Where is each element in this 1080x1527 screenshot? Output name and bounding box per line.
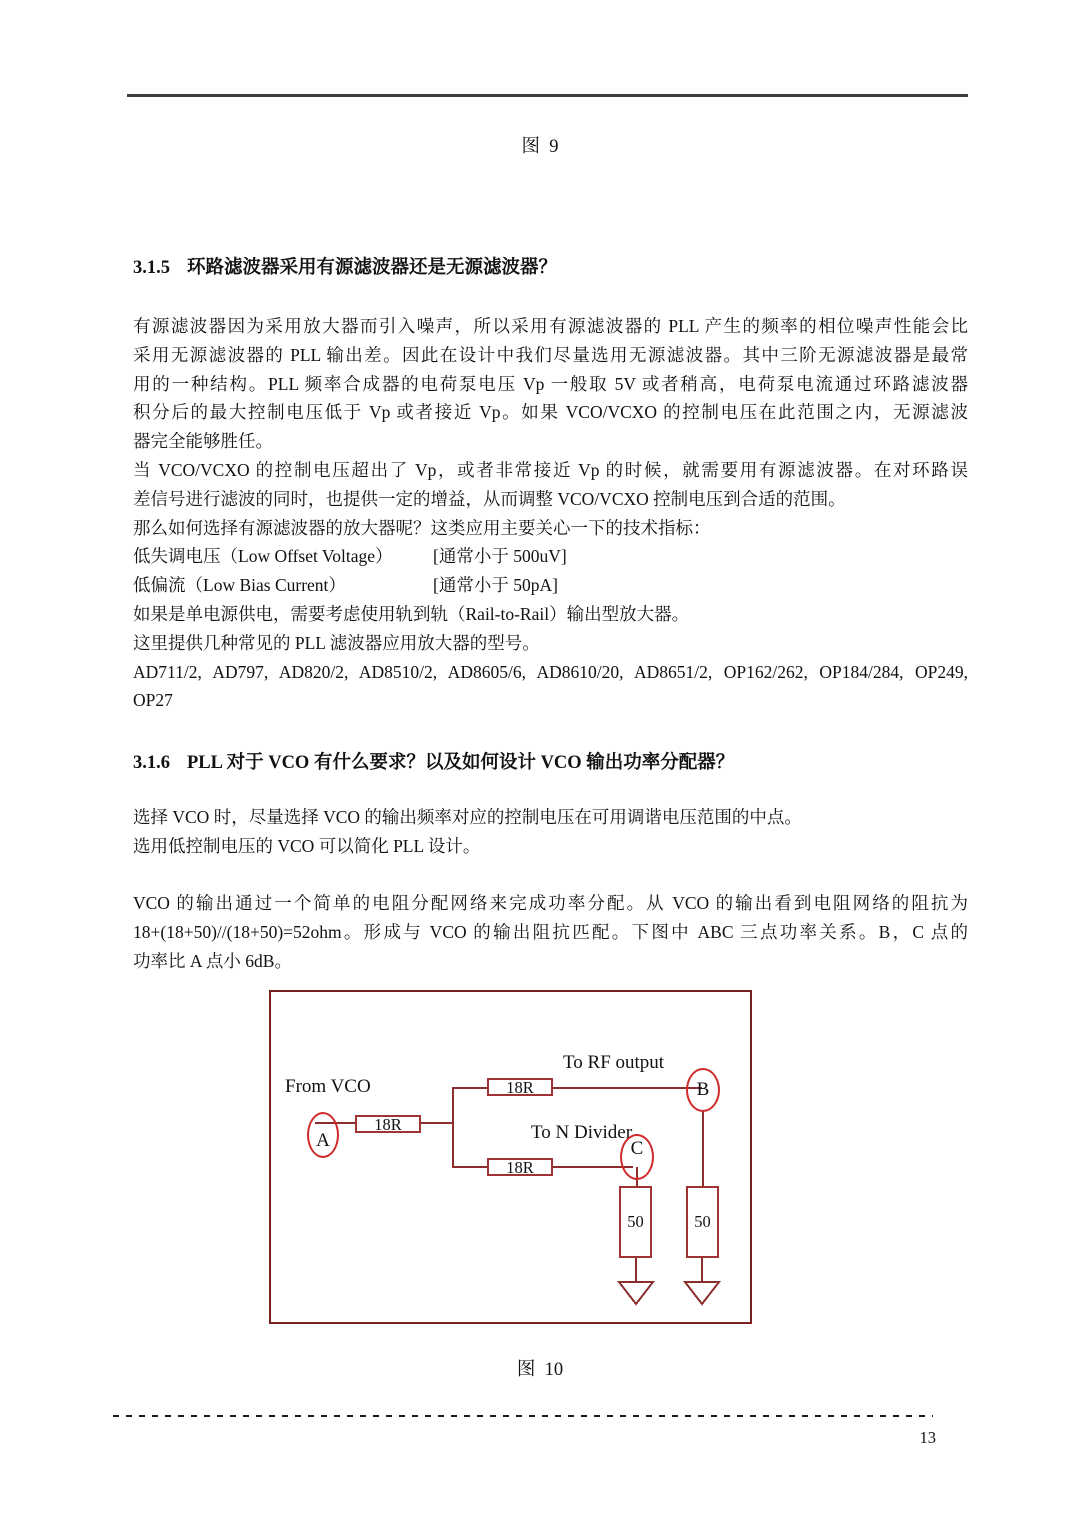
section-number: 3.1.5	[133, 258, 170, 278]
paragraph-line: 18+(18+50)//(18+50)=52ohm。形成与 VCO 的输出阻抗匹配。下图中 ABC 三点功率关系。B，C 点的	[133, 922, 968, 943]
node-b-label: B	[696, 1079, 710, 1100]
section-number: 3.1.6	[133, 753, 170, 773]
circuit-wires	[271, 992, 750, 1322]
resistor-18r-bottom: 18R	[487, 1158, 553, 1176]
section-3-1-5-heading	[133, 253, 968, 279]
figure-9-caption: 图 9	[521, 137, 559, 157]
spec-row	[133, 542, 968, 571]
section-title: 环路滤波器采用有源滤波器还是无源滤波器？	[187, 258, 558, 278]
resistor-18r-input: 18R	[355, 1115, 421, 1133]
spec-row	[133, 571, 968, 600]
top-rule	[127, 94, 968, 97]
paragraph-line: 功率比 A 点小 6dB。	[133, 950, 292, 971]
spec-label: 低失调电压（Low Offset Voltage）	[133, 546, 393, 567]
load-resistor-50-left: 50	[619, 1186, 652, 1258]
paragraph-line: VCO 的输出通过一个简单的电阻分配网络来完成功率分配。从 VCO 的输出看到电阻网络的阻抗为	[133, 893, 968, 914]
paragraph-line: AD711/2, AD797, AD820/2, AD8510/2, AD8605/6, AD8610/20, AD8651/2, OP162/262, OP184/284, OP249,	[133, 661, 968, 682]
paragraph-line: 用的一种结构。PLL 频率合成器的电荷泵电压 Vp 一般取 5V 或者稍高，电荷泵电流通过环路滤波器	[133, 373, 968, 394]
section-3-1-6-body	[133, 803, 968, 976]
blank-line	[133, 861, 968, 890]
resistor-18r-top: 18R	[487, 1078, 553, 1096]
to-rf-output-label: To RF output	[563, 1052, 665, 1073]
paragraph-line: 当 VCO/VCXO 的控制电压超出了 Vp，或者非常接近 Vp 的时候，就需要用有源滤波器。在对环路误	[133, 459, 968, 480]
section-title: PLL 对于 VCO 有什么要求？以及如何设计 VCO 输出功率分配器？	[187, 753, 735, 773]
spec-label: 低偏流（Low Bias Current）	[133, 575, 346, 596]
paragraph-line: 有源滤波器因为采用放大器而引入噪声，所以采用有源滤波器的 PLL 产生的频率的相位噪声性能会比	[133, 316, 968, 336]
paragraph-line: 那么如何选择有源滤波器的放大器呢？这类应用主要关心一下的技术指标：	[133, 517, 711, 538]
paragraph-line: 如果是单电源供电，需要考虑使用轨到轨（Rail-to-Rail）输出型放大器。	[133, 603, 690, 624]
load-resistor-50-right: 50	[686, 1186, 719, 1258]
ground-icon	[619, 1282, 653, 1304]
paragraph-line: 采用无源滤波器的 PLL 输出差。因此在设计中我们尽量选用无源滤波器。其中三阶无源滤波器是最常	[133, 344, 968, 365]
from-vco-label: From VCO	[285, 1076, 371, 1097]
node-c-label: C	[630, 1138, 644, 1159]
footer-dashed-divider	[113, 1415, 933, 1417]
paragraph-line: 选择 VCO 时，尽量选择 VCO 的输出频率对应的控制电压在可用调谐电压范围的中点。	[133, 807, 802, 827]
paragraph-line: 选用低控制电压的 VCO 可以简化 PLL 设计。	[133, 835, 481, 856]
paragraph-line: 这里提供几种常见的 PLL 滤波器应用放大器的型号。	[133, 632, 540, 653]
figure-10-caption: 图 10	[516, 1360, 564, 1380]
section-3-1-6-heading	[133, 748, 968, 774]
paragraph-line: 差信号进行滤波的同时，也提供一定的增益，从而调整 VCO/VCXO 控制电压到合适的范围。	[133, 488, 846, 509]
power-splitter-diagram	[269, 990, 752, 1324]
paragraph-line: 器完全能够胜任。	[133, 431, 273, 452]
node-a-label: A	[316, 1130, 330, 1151]
paragraph-line: 积分后的最大控制电压低于 Vp 或者接近 Vp。如果 VCO/VCXO 的控制电压在此范围之内，无源滤波	[133, 402, 968, 423]
spec-value: [通常小于 500uV]	[433, 546, 567, 567]
page-number: 13	[919, 1428, 936, 1447]
spec-value: [通常小于 50pA]	[433, 575, 558, 596]
section-3-1-5-body	[133, 312, 968, 715]
ground-icon	[685, 1282, 719, 1304]
to-n-divider-label: To N Divider	[531, 1122, 633, 1143]
paragraph-line: OP27	[133, 690, 173, 711]
